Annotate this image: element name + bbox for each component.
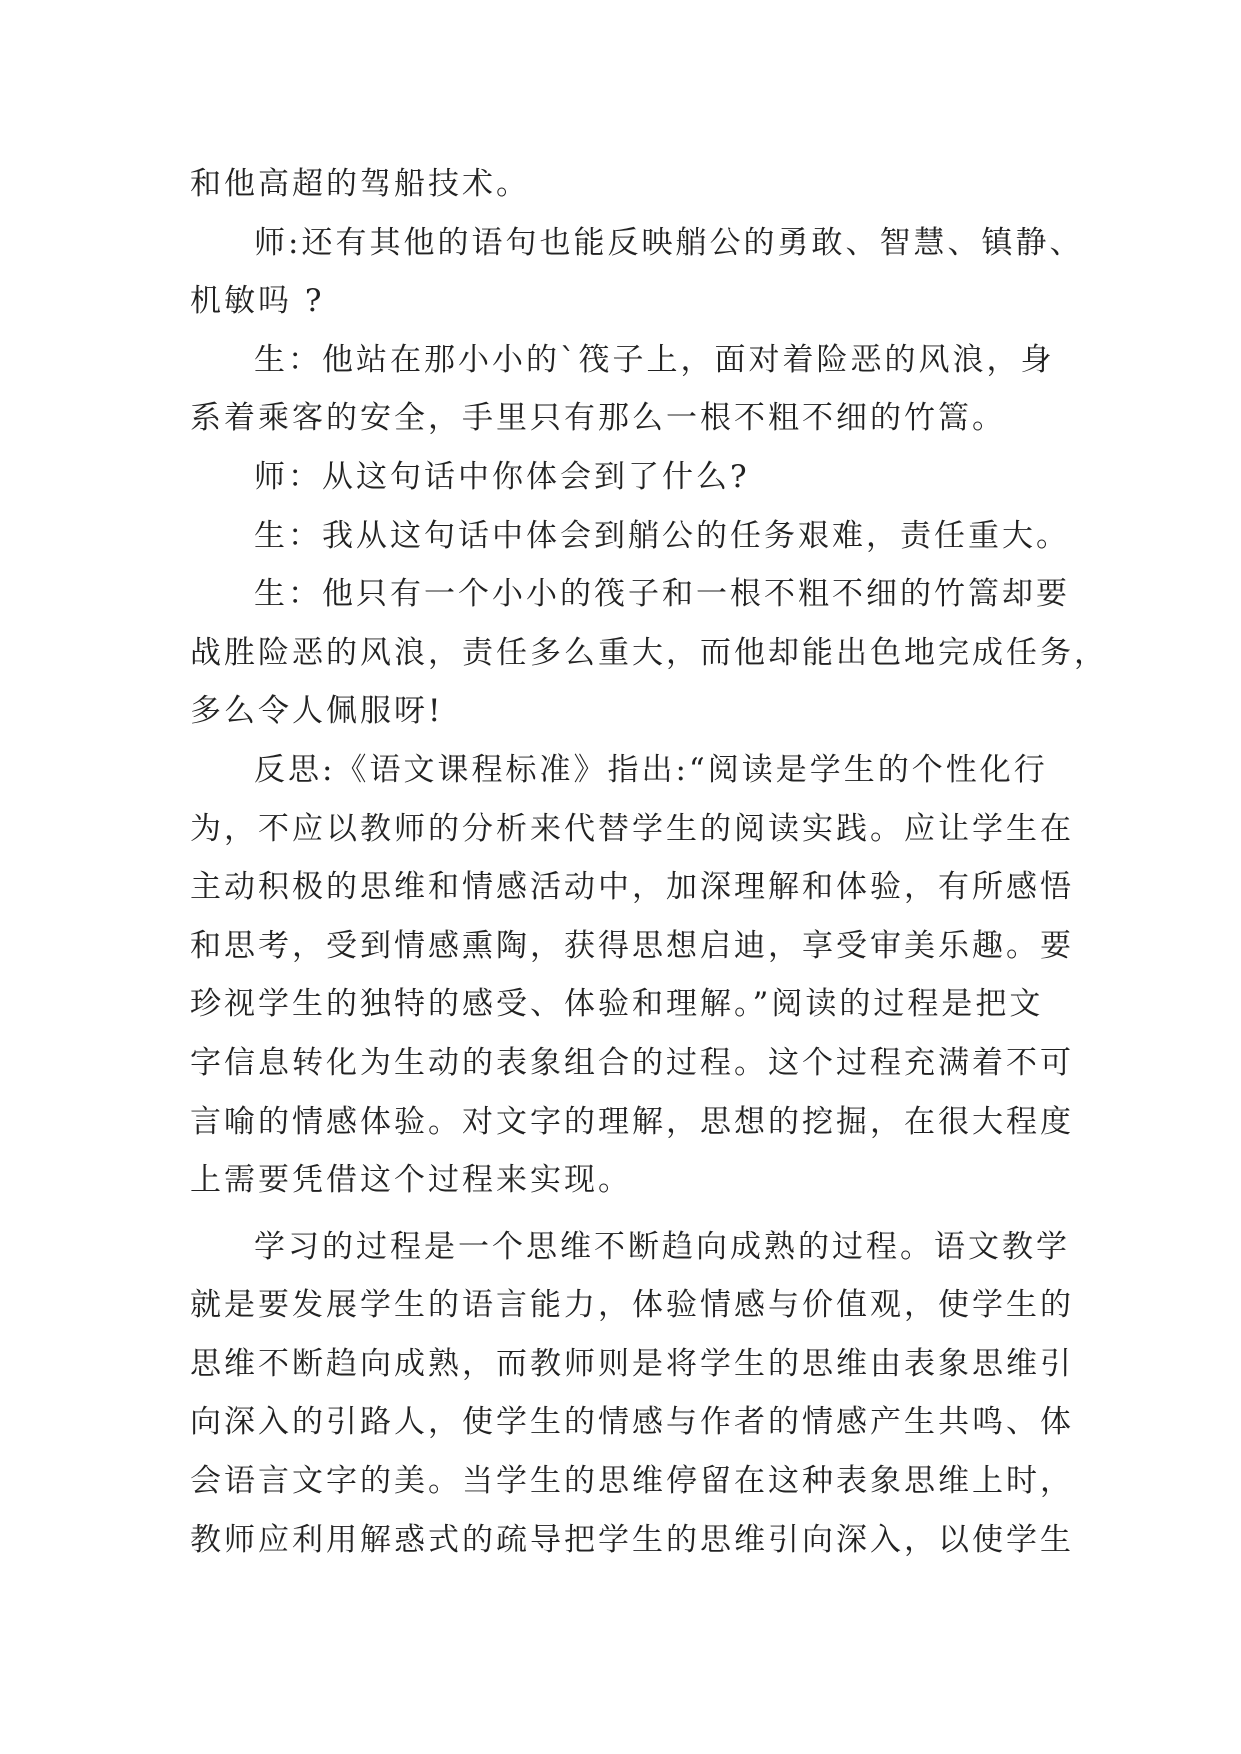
text-line: 机敏吗 ?: [190, 283, 325, 320]
text-line: 珍视学生的独特的感受、体验和理解。”阅读的过程是把文: [190, 986, 1044, 1023]
text-line: 就是要发展学生的语言能力，体验情感与价值观，使学生的: [190, 1287, 1074, 1324]
text-line: 上需要凭借这个过程来实现。: [190, 1162, 632, 1199]
text-line: 师:还有其他的语句也能反映艄公的勇敢、智慧、镇静、: [254, 224, 1084, 261]
text-line: 言喻的情感体验。对文字的理解，思想的挖掘，在很大程度: [190, 1103, 1074, 1140]
text-line: 和思考，受到情感熏陶，获得思想启迪，享受审美乐趣。要: [190, 927, 1074, 964]
text-line: 向深入的引路人，使学生的情感与作者的情感产生共鸣、体: [190, 1404, 1074, 1441]
text-line: 会语言文字的美。当学生的思维停留在这种表象思维上时，: [190, 1463, 1074, 1500]
text-line: 主动积极的思维和情感活动中，加深理解和体验，有所感悟: [190, 869, 1074, 906]
text-line: 多么令人佩服呀!: [190, 693, 444, 730]
text-line: 生：我从这句话中体会到艄公的任务艰难，责任重大。: [254, 517, 1070, 554]
document-body: [190, 155, 1108, 1569]
text-line: 反思:《语文课程标准》指出:“阅读是学生的个性化行: [254, 751, 1048, 788]
text-line: 和他高超的驾船技术。: [190, 166, 530, 202]
text-line: 系着乘客的安全，手里只有那么一根不粗不细的竹篙。: [190, 400, 1006, 437]
paragraph-gap: [190, 1210, 1070, 1218]
text-line: 生：他站在那小小的`筏子上，面对着险恶的风浪，身: [254, 341, 1055, 378]
text-line: 为，不应以教师的分析来代替学生的阅读实践。应让学生在: [190, 810, 1074, 847]
text-line: 学习的过程是一个思维不断趋向成熟的过程。语文教学: [254, 1228, 1070, 1265]
text-line: 师：从这句话中你体会到了什么?: [254, 458, 750, 495]
text-line: 字信息转化为生动的表象组合的过程。这个过程充满着不可: [190, 1044, 1074, 1081]
text-line: 战胜险恶的风浪，责任多么重大，而他却能出色地完成任务，: [190, 634, 1108, 671]
text-line: 生：他只有一个小小的筏子和一根不粗不细的竹篙却要: [254, 576, 1070, 613]
text-line: 教师应利用解惑式的疏导把学生的思维引向深入，以使学生: [190, 1521, 1074, 1558]
text-line: 思维不断趋向成熟，而教师则是将学生的思维由表象思维引: [190, 1345, 1074, 1382]
